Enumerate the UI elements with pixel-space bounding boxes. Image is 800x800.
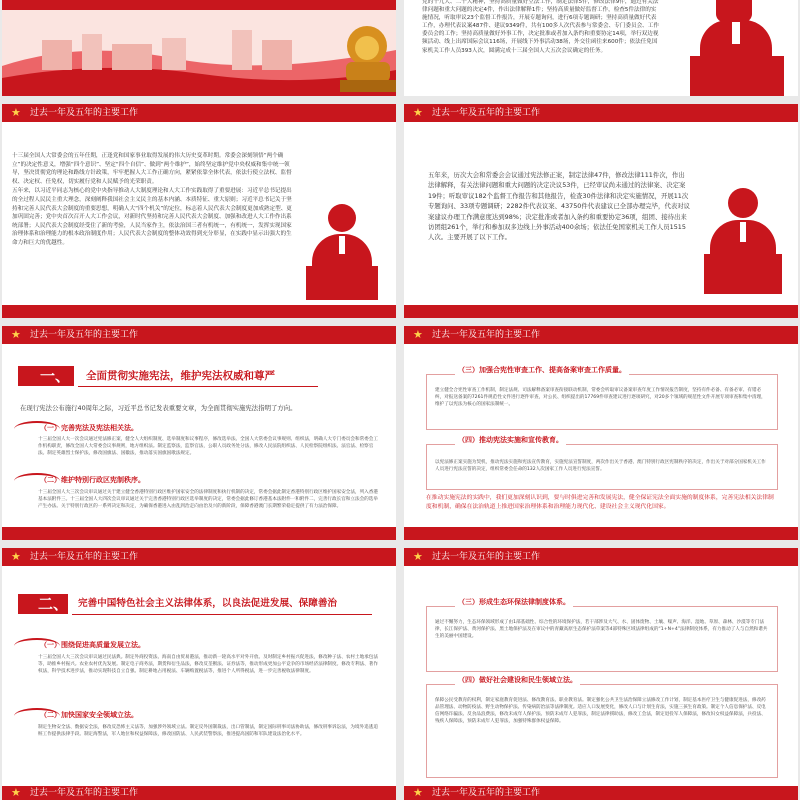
section-title: 全面贯彻实施宪法，维护宪法权威和尊严 [86, 370, 275, 382]
subheading: （一）围绕促进高质量发展立法。 [40, 641, 145, 649]
paragraph: 十三届全国人大一次会议通过宪法修正案，健全人大组织制度、选举制度和议事程序，修改选举法、全国人大常委会议事规则、组织法，明确人大专门委员会和常委会工作机构职责，修改全国人大常委会议事规则，地方组织法。制定监察法，监察官法，公职人员政务处分法，修改人民法院组织法、人民检察院组织法、法官法、检察官法。制定英雄烈士保护法，修改国旗法、国徽法，推动落实国旗国歌法规定。 [38, 437, 378, 456]
paragraph: 十三届全国人大常委会的五年任期，正逢党和国家事业取得发展的伟大历史变革时期。常委会深刻领悟“两个确立”的决定性意义，增强“四个意识”、坚定“四个自信”、做到“两个维护”，始终坚定维护党中央权威和集中统一领导，坚决贯彻党的理论和路线方针政策，牢牢把握人大工作正确方向，紧紧依靠全体代表，依法行使立法权、监督权、决定权、任免权，切实履行党和人民赋予的光荣职责。 [12, 153, 292, 185]
paragraph: 五年来，以习近平同志为核心的党中央指导推动人大制度理论和人大工作实践取得了重要进展：习近平总书记提出的全过程人民民主重大理念，深刻阐释我国社会主义民主的基本内涵、本质特征、重大原则；习近平总书记关于坚持和完善人民代表大会制度的重要思想，明确人大“四个机关”的定位，标志着人民代表大会制度更加成熟定型、更加巩固完善；党中央首次召开人大工作会议，对新时代坚持和完善人民代表大会制度、加强和改进人大工作作出系统部署；人民代表大会制度经受住了新的考验，人民当家作主，依法治国三者有机统一，有机统一，发挥实现国家治理体系和治理能力的根本政治制度作用；人民代表大会制度的整体功效得到充分彰显，在实践中显示出强大的生命力和巨大的优越性。 [12, 188, 292, 246]
subheading: （二）维护特别行政区宪制秩序。 [40, 476, 145, 484]
slide-header-title: 过去一年及五年的主要工作 [432, 330, 541, 340]
slide-work-summary-2 [2, 104, 396, 318]
slide-work-summary-1 [404, 0, 798, 96]
speaker-podium-figure [302, 204, 382, 304]
paragraph: 保障公民受教育的权利，制定家庭教育促进法、修改教育法、职业教育法。制定强化公共卫生法治保障立法修改工作计划，制定基本医疗卫生与健康促进法，修改药品管理法、动物防疫法、野生动物保护法、传染病防治法等法律制度。适应人口发展变化，修改人口与计划生育法，实施三孩生育政策。制定个人信息保护法、反电信网络诈骗法、反食品浪费法，修改未成年人保护法、预防未成年人犯罪法，制定法律援助法，修改工会法，制定退役军人保障法，修改妇女权益保障法，兵役法、残疾人保障法，预防未成年人犯罪法，加强特殊群体权益保障。 [435, 698, 766, 724]
body-text: 五年来，历次大会和常委会会议通过宪法修正案，制定法律47件，修改法律111件次，作出法律解释，有关法律问题和重大问题的决定决议53件，已经审议尚未通过的法律案、决定案19件；听取审议182个监督工作报告和其他报告，检查30件法律和决定实施情况，开展11次专题询问、33项专题调研；2282件代表议案、43750件代表建议已全部办理完毕，代表对议案建议办理工作满意度达到98%；决定批准或者加入条约和重要协定36项，组团、接待出来访团组261个，举行和参加双多边线上外事活动400余场；依法任免国家机关工作人员1515人次。主要开展了以下工作。 [428, 171, 691, 242]
paragraph: 通过不懈努力，生态环保领域形成了由1部基础性、综合性的环境保护法，若干部涉及大气、水、固体废物、土壤、噪声、海洋、湿地、草原、森林、沙漠等专门法律，长江保护法、黄河保护法、黑土地保护法及在审议中的青藏高原生态保护法草案等4部特殊区域法律组成的“1+N+4”法律制度体系，有力推动了人与自然和谐共生的美丽中国建设。 [435, 620, 768, 639]
slide-footer [404, 527, 798, 540]
slide-header-title: 过去一年及五年的主要工作 [30, 552, 139, 562]
slide-footer-title: 过去一年及五年的主要工作 [432, 788, 541, 798]
slide-section-one [2, 326, 396, 540]
star-icon: ★ [11, 786, 21, 799]
slide-header-title: 过去一年及五年的主要工作 [432, 108, 541, 118]
content-box [426, 436, 778, 490]
slide-footer [404, 786, 798, 800]
slide-header-title: 过去一年及五年的主要工作 [30, 330, 139, 340]
section-number: 二、 [38, 595, 69, 613]
section-title-underline [78, 386, 318, 387]
content-box [426, 598, 778, 672]
subheading: （一）完善宪法及宪法相关法。 [40, 424, 138, 432]
slide-footer [2, 305, 396, 318]
slide-footer [2, 527, 396, 540]
content-box [426, 366, 778, 430]
subheading: （四）做好社会建设和民生领域立法。 [455, 675, 580, 685]
star-icon: ★ [413, 786, 423, 799]
section-number-badge [18, 594, 68, 614]
paragraph: 制定生物安全法、数据安全法，修改反恐怖主义法等，加强涉外领域立法。制定反外国制裁法，出口管制法，制定国际刑事司法协助法，修改刑事诉讼法，为境外追逃追赃工作提供法律手段。制定海警法，军人地位和权益保障法，修改国防法、人民武装警察法，推进提高国防和军队建设法治化水平。 [38, 725, 378, 737]
slide-section-two [2, 548, 396, 800]
body-text: 党的十九大、二十大精神，坚持高质量做好立法工作，制定法律5件，修改法律9件，通过有关法律问题和重大问题的决定4件，作出法律解释1件；坚持高质量做好监督工作，检查5件法律的实施情况，听取审议23个监督工作报告，开展专题询问，进行6项专题调研；坚持高质量做好代表工作，办理代表议案487件、建议9349件，共有100多人次代表参与常委会、专门委员会、工作委员会的工作；坚持高质量做好外事工作，决定批准或者加入条约和重要协定14项，举行双边视频活动、线上出席国际会议116场，开展线下外事活动38场，外交往函往来600件；依法任免国家机关工作人员393人次，圆满完成十三届全国人大五次会议确定的任务。 [422, 0, 659, 54]
section-intro: 在现行宪法公布施行40周年之际，习近平总书记发表重要文章，为全面贯彻实施宪法指明了方向。 [20, 404, 297, 412]
cover-title-fragment: — ——— ———— [112, 0, 182, 7]
subheading: （二）加快国家安全领域立法。 [40, 711, 138, 719]
slide-cover [2, 0, 396, 96]
slide-section-two-continued [404, 548, 798, 800]
slide-header-title: 过去一年及五年的主要工作 [432, 552, 541, 562]
paragraph: 十三届全国人大三次会议审议通过关于建立健全香港特别行政区维护国家安全的法律制度和执行机制的决定，常委会据此制定香港特别行政区维护国家安全法，列入香港基本法附件三。十三届全国人大四次会议审议通过关于完善香港特别行政区选举制度的决定，常委会据此修订香港基本法附件一和附件二，完善行政长官和立法会的选举产生办法。关于特别行政区的一系列决定和决定，为确保香港进入由乱到治走向由治及兴的新阶段，保障香港澳门长期繁荣稳定提供了有力法治保障。 [38, 490, 378, 509]
star-icon: ★ [11, 106, 21, 119]
subheading: （三）形成生态环保法律制度体系。 [455, 597, 573, 607]
star-icon: ★ [11, 328, 21, 341]
highlighted-conclusion: 在推动实施宪法的实践中，我们更加深刻认识到，要与时俱进完善和发展宪法，健全保证宪法全面实施的制度体系，完善宪法相关法律制度和机制，确保在法治轨道上推进国家治理体系和治理能力现代化、建设社会主义现代化国家。 [426, 495, 774, 510]
subheading: （三）加强合宪性审查工作、提高备案审查工作质量。 [455, 365, 629, 375]
slide-footer [2, 786, 396, 800]
slide-footer [404, 305, 798, 318]
slide-work-summary-3 [404, 104, 798, 318]
star-icon: ★ [413, 550, 423, 563]
paragraph: 以宪法修正案实施为契机，推动宪法实施和宪法宣传教育，实施宪法宣誓制度，两次作出关于香港、澳门特别行政区宪制秩序的决定，作出关于对部分国家机关工作人员进行宪法宣誓的决定，组织常委会任命的132人次国家工作人员进行宪法宣誓。 [435, 460, 766, 472]
star-icon: ★ [11, 550, 21, 563]
section-title: 完善中国特色社会主义法律体系，以良法促进发展、保障善治 [78, 598, 338, 609]
section-number-badge [18, 366, 74, 386]
speaker-podium-figure [682, 0, 792, 96]
content-box [426, 676, 778, 778]
star-icon: ★ [413, 328, 423, 341]
star-icon: ★ [413, 106, 423, 119]
golden-lion-statue-icon [332, 14, 396, 94]
subheading: （四）推动宪法实施和宣传教育。 [455, 435, 566, 445]
slide-footer-title: 过去一年及五年的主要工作 [30, 788, 139, 798]
body-text [12, 152, 292, 249]
paragraph: 十三届全国人大三次会议审议通过民法典。制定外商投资法、海南自由贸易港法，推动新一轮高水平对外开放。及时制定乡村振兴促进法，修改种子法、农村土地承包法等，助推乡村振兴。农业农村优先发展。制定电子商务法，期货和衍生品法，修改反垄断法、证券法等，推动形成更加公平竞争的市场经济法律制度。修改专利法、著作权法，科学技术进步法，推动实现科技自立自强。制定耕地占用税法、车辆购置税法等，推进个人所得税法，进一步完善税收法律制度。 [38, 655, 378, 674]
speaker-podium-figure [700, 188, 786, 298]
section-number: 一、 [40, 367, 71, 385]
paragraph: 建立健全合宪性审查工作机制，制定法规、司法解释备案审查衔接联动机制，常委会听取审议备案审查年度工作情况报告制度，坚持有件必备、有备必审、有错必纠，对报送备案的7261件规范性文件进行逐件审查，对公民、组织提出的17769件审查建议进行逐项研究，对20多个领域的规范性文件开展专项审查和集中清理，维护了以宪法为核心的国家法制统一。 [435, 388, 766, 407]
section-title-underline [72, 614, 372, 615]
slide-section-one-continued [404, 326, 798, 540]
slide-header-title: 过去一年及五年的主要工作 [30, 108, 139, 118]
